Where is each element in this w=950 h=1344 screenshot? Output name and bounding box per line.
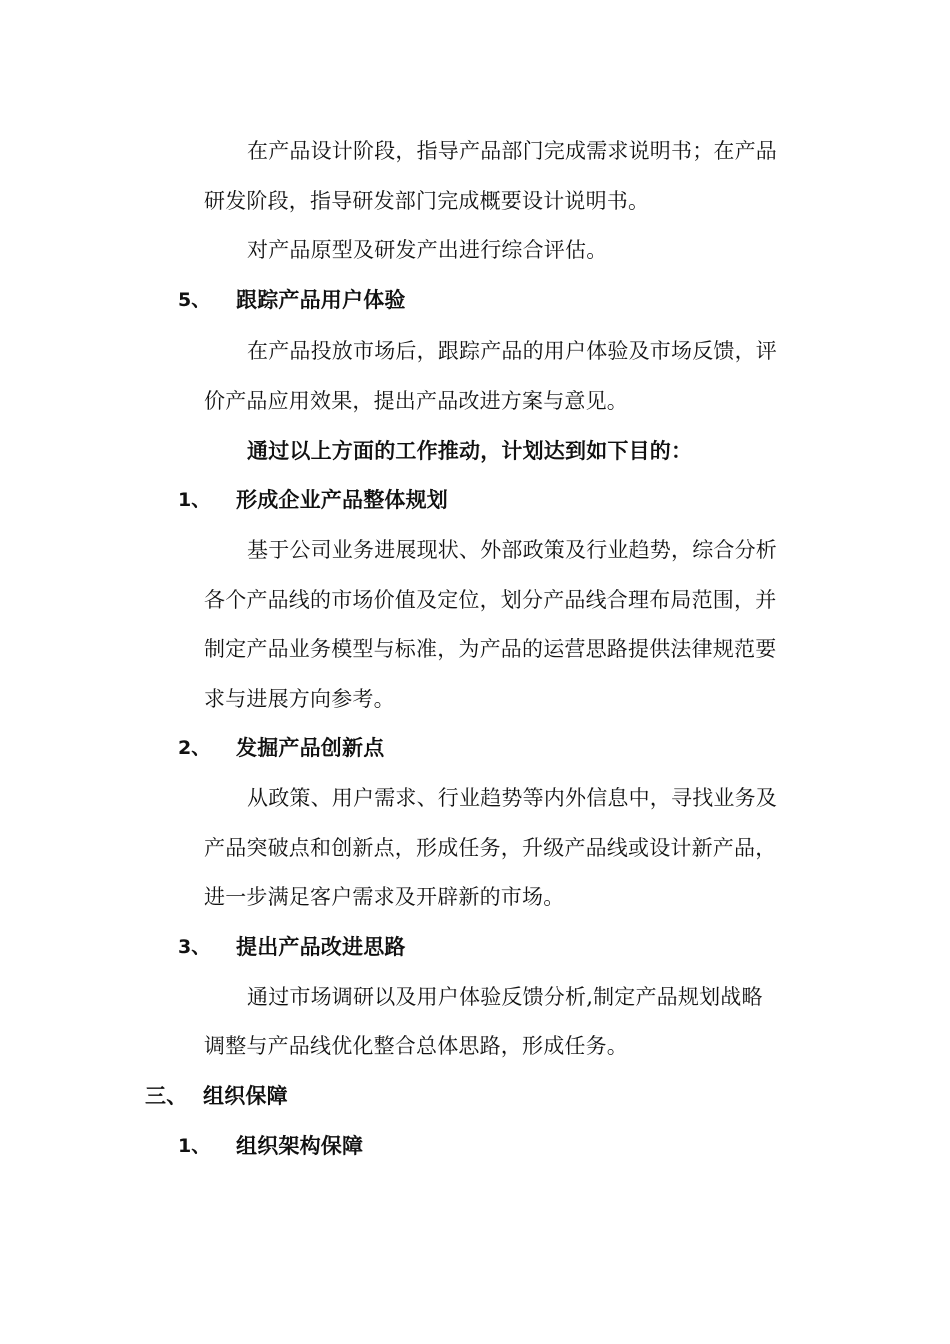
section-number: 三、 [145, 1084, 188, 1108]
heading-improvement-ideas: 提出产品改进思路 [236, 935, 406, 959]
heading-number: 2、 [178, 737, 211, 759]
paragraph-line: 价产品应用效果，提出产品改进方案与意见。 [204, 389, 628, 413]
paragraph-line: 研发阶段，指导研发部门完成概要设计说明书。 [204, 189, 650, 213]
heading-org-structure-guarantee: 组织架构保障 [236, 1134, 364, 1158]
paragraph-line: 从政策、用户需求、行业趋势等内外信息中，寻找业务及 [247, 786, 777, 810]
paragraph-line: 基于公司业务进展现状、外部政策及行业趋势，综合分析 [247, 538, 777, 562]
paragraph-line: 对产品原型及研发产出进行综合评估。 [247, 238, 608, 262]
heading-innovation-points: 发掘产品创新点 [236, 736, 385, 760]
paragraph-line: 产品突破点和创新点，形成任务，升级产品线或设计新产品， [204, 836, 777, 860]
heading-number: 5、 [178, 289, 211, 311]
heading-track-user-experience: 跟踪产品用户体验 [236, 288, 406, 312]
paragraph-line: 各个产品线的市场价值及定位，划分产品线合理布局范围，并 [204, 588, 777, 612]
intro-statement: 通过以上方面的工作推动，计划达到如下目的： [247, 439, 693, 463]
paragraph-line: 进一步满足客户需求及开辟新的市场。 [204, 885, 565, 909]
heading-number: 3、 [178, 936, 211, 958]
paragraph-line: 在产品设计阶段，指导产品部门完成需求说明书；在产品 [247, 139, 777, 163]
section-heading-organizational-guarantee: 组织保障 [203, 1084, 288, 1108]
heading-overall-planning: 形成企业产品整体规划 [236, 488, 448, 512]
paragraph-line: 制定产品业务模型与标准，为产品的运营思路提供法律规范要 [204, 637, 777, 661]
heading-number: 1、 [178, 1135, 211, 1157]
paragraph-line: 通过市场调研以及用户体验反馈分析,制定产品规划战略 [247, 985, 763, 1009]
heading-number: 1、 [178, 489, 211, 511]
paragraph-line: 在产品投放市场后，跟踪产品的用户体验及市场反馈，评 [247, 339, 777, 363]
paragraph-line: 求与进展方向参考。 [204, 687, 395, 711]
paragraph-line: 调整与产品线优化整合总体思路，形成任务。 [204, 1034, 628, 1058]
